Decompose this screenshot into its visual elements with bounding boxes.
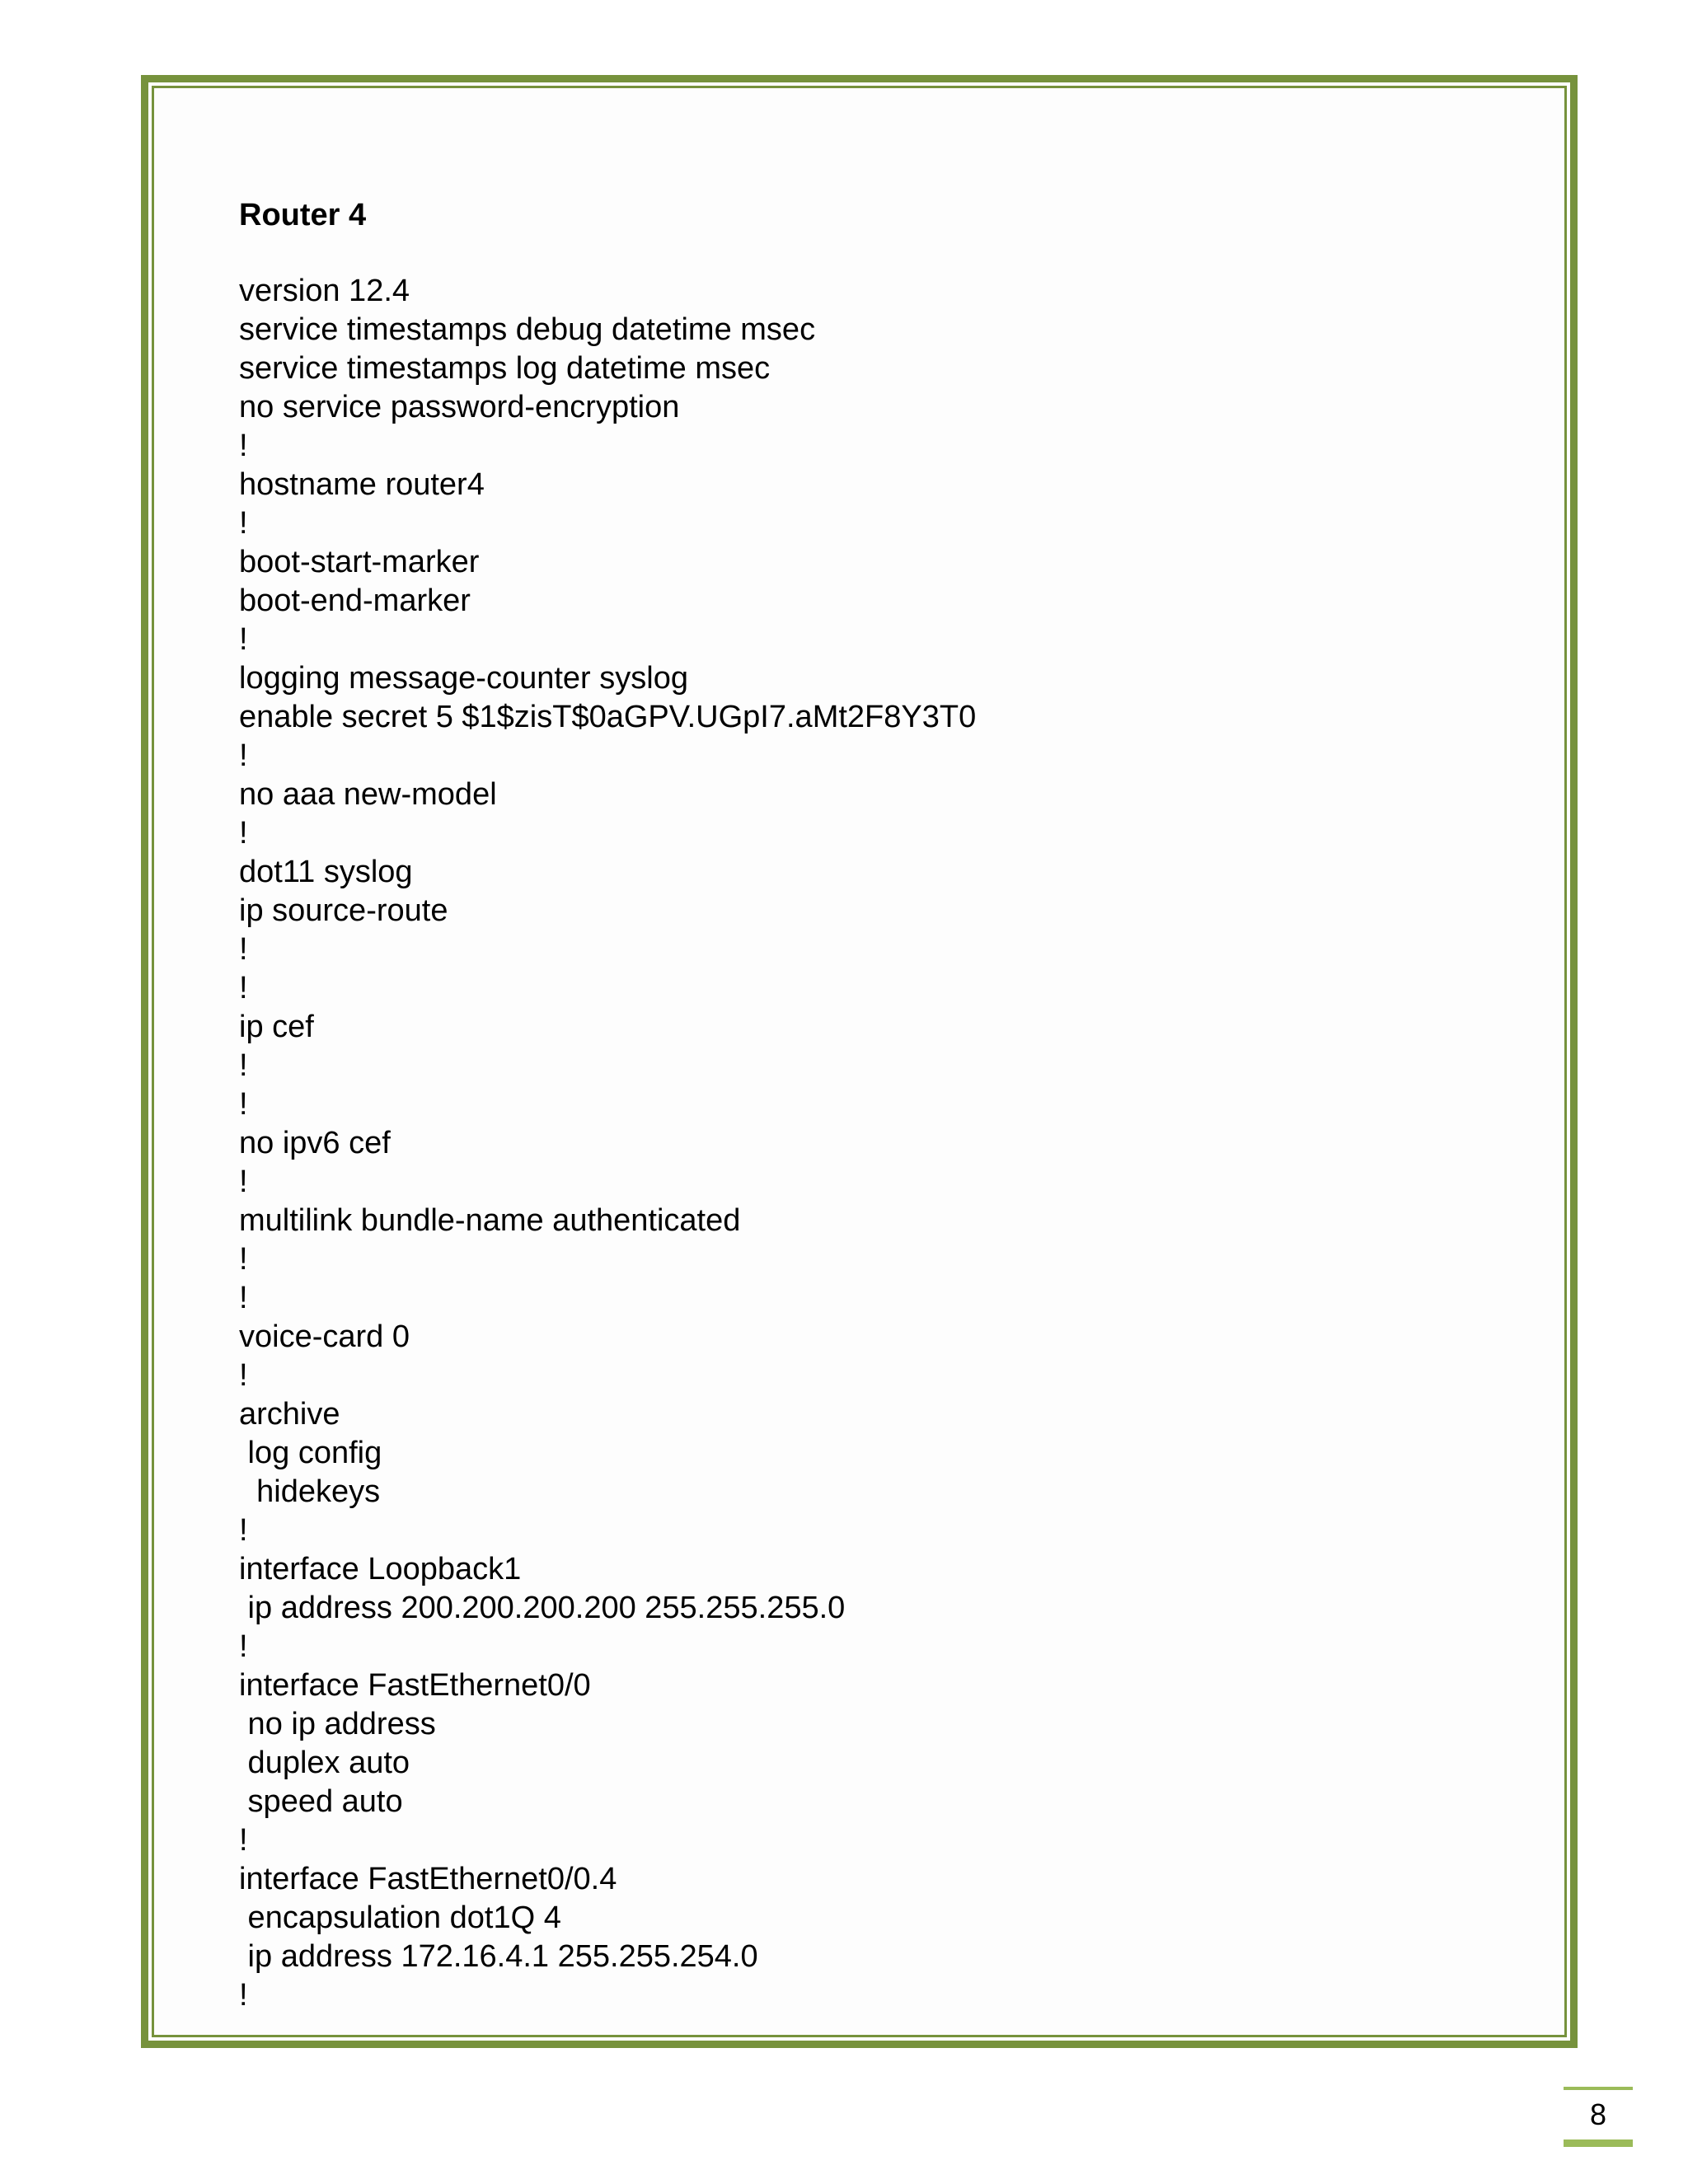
config-lines [239,272,1525,2015]
config-line: hostname router4 [239,467,485,502]
config-line: voice-card 0 [239,1319,410,1354]
config-line: speed auto [239,1784,403,1819]
config-line: ! [239,971,248,1005]
heading-spacer [239,234,1525,272]
config-line: hidekeys [239,1474,381,1509]
config-line: archive [239,1397,340,1432]
config-line: ! [239,1358,248,1393]
config-line: ! [239,1513,248,1548]
config-line: ! [239,506,248,541]
config-line: ! [239,932,248,967]
config-line: duplex auto [239,1746,410,1780]
config-line: ip address 172.16.4.1 255.255.254.0 [239,1939,758,1974]
config-line: ! [239,1823,248,1858]
config-line: interface FastEthernet0/0 [239,1668,591,1703]
config-line: no service password-encryption [239,390,680,424]
config-line: ! [239,1165,248,1199]
page-number: 8 [1589,2097,1607,2131]
page-number-rule-bottom [1564,2139,1633,2147]
config-line: ! [239,1048,248,1083]
config-line: no ipv6 cef [239,1126,391,1160]
config-line: interface Loopback1 [239,1552,522,1586]
config-line: dot11 syslog [239,855,413,889]
config-line: ! [239,1242,248,1277]
config-line: ! [239,1281,248,1315]
config-line: no aaa new-model [239,777,497,812]
config-line: boot-start-marker [239,545,480,579]
config-line: logging message-counter syslog [239,661,688,696]
config-line: no ip address [239,1707,436,1741]
config-line: service timestamps log datetime msec [239,351,771,386]
config-line: encapsulation dot1Q 4 [239,1900,561,1935]
config-line: ! [239,622,248,657]
config-line: ! [239,1629,248,1664]
config-line: multilink bundle-name authenticated [239,1203,741,1238]
config-line: ip address 200.200.200.200 255.255.255.0 [239,1591,846,1625]
config-line: boot-end-marker [239,583,471,618]
config-line: ip cef [239,1010,314,1044]
config-line: service timestamps debug datetime msec [239,312,816,347]
config-line: ! [239,816,248,851]
config-line: enable secret 5 $1$zisT$0aGPV.UGpI7.aMt2F8Y3T0 [239,700,977,734]
config-line: ! [239,1087,248,1122]
config-line: ! [239,429,248,463]
config-line: ! [239,1978,248,2013]
section-heading: Router 4 [239,198,367,232]
config-listing [239,196,1525,2015]
config-line: log config [239,1436,382,1470]
page-number-block [1564,2087,1633,2147]
config-line: ! [239,738,248,773]
config-line: version 12.4 [239,274,410,308]
config-line: interface FastEthernet0/0.4 [239,1862,617,1896]
config-line: ip source-route [239,893,448,928]
